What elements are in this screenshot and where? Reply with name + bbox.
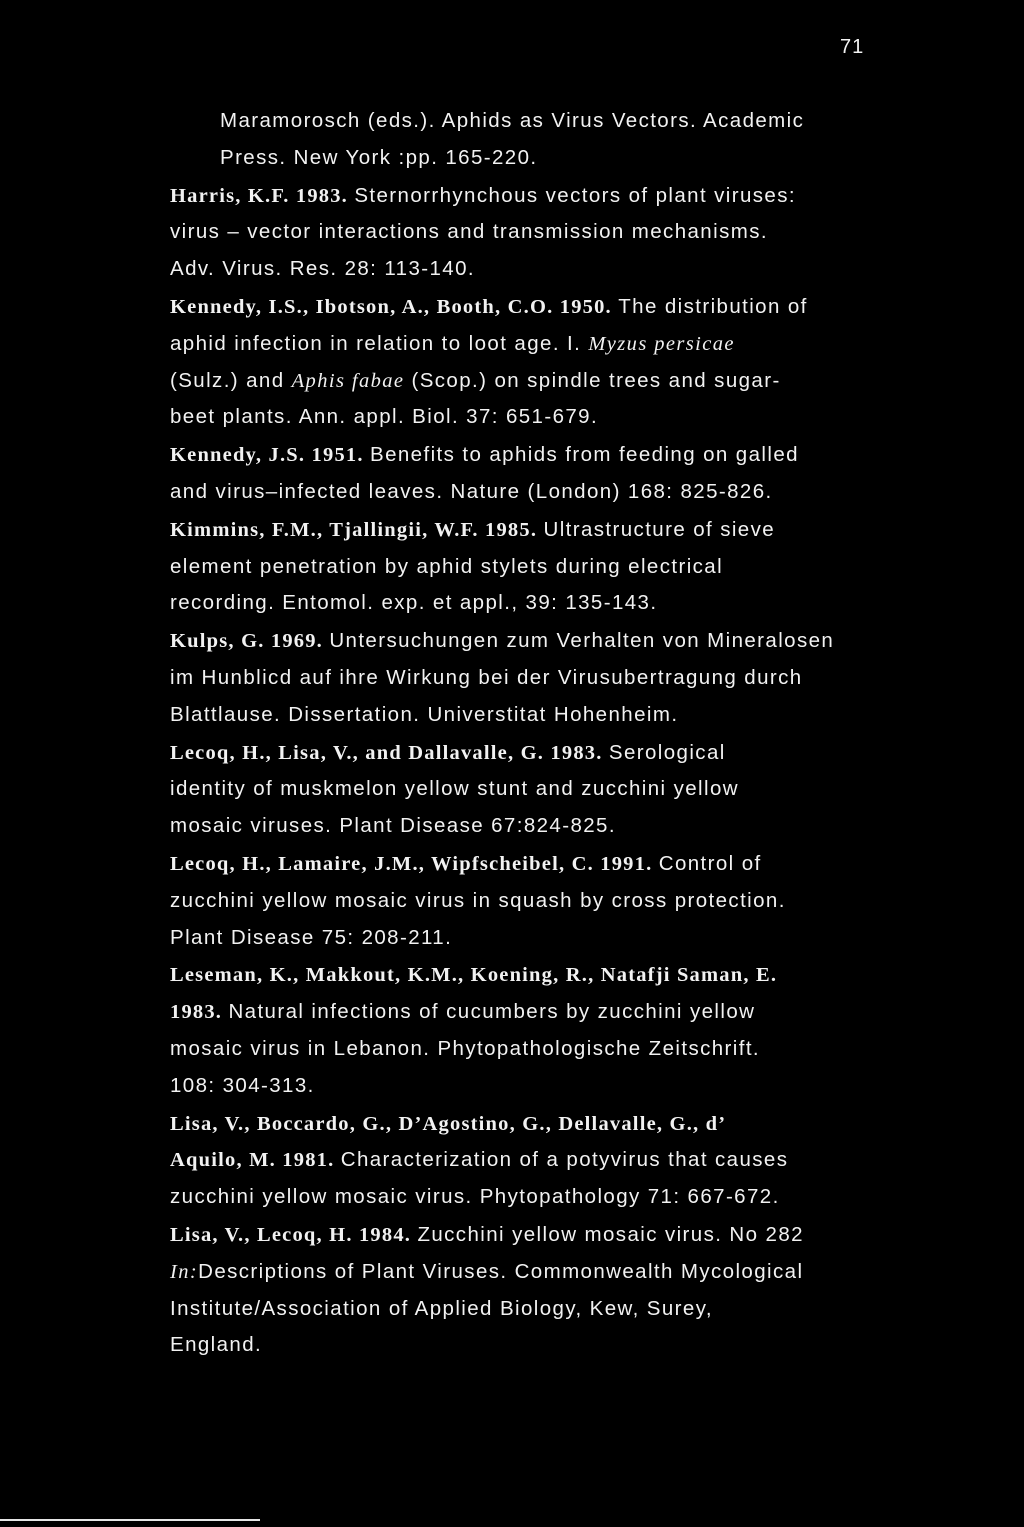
reference-authors: Harris, K.F. 1983.	[170, 184, 355, 207]
reference-text: Benefits to aphids from feeding on galled	[370, 443, 799, 467]
reference-text: Control of	[658, 851, 762, 875]
reference-line	[170, 660, 870, 697]
reference-text: Characterization of a potyvirus that causes	[340, 1148, 789, 1172]
reference-line	[170, 289, 870, 326]
reference-line	[170, 1291, 870, 1328]
reference-entry	[170, 437, 870, 511]
reference-line	[170, 585, 870, 622]
reference-text: mosaic viruses. Plant Disease 67:824-825.	[170, 814, 616, 838]
reference-text: England.	[170, 1333, 263, 1357]
reference-text: (Scop.) on spindle trees and sugar-	[404, 368, 781, 392]
reference-line	[170, 1031, 870, 1068]
reference-text: Maramorosch (eds.). Aphids as Virus Vectors. Academic	[220, 109, 805, 132]
reference-italic-text: Myzus persicae	[588, 332, 735, 355]
reference-entry	[170, 1106, 870, 1216]
reference-authors: Kennedy, I.S., Ibotson, A., Booth, C.O. 1950.	[170, 295, 619, 318]
reference-authors: Leseman, K., Makkout, K.M., Koening, R., Natafji Saman, E.	[170, 964, 778, 987]
reference-entry	[170, 178, 870, 288]
reference-italic-text: In:	[170, 1260, 199, 1283]
reference-line	[170, 437, 870, 474]
reference-text: identity of muskmelon yellow stunt and zucchini yellow	[170, 777, 739, 801]
reference-text: and virus–infected leaves. Nature (London) 168: 825-826.	[170, 479, 773, 503]
reference-authors: Kimmins, F.M., Tjallingii, W.F. 1985.	[170, 518, 544, 541]
reference-line	[170, 1254, 870, 1291]
reference-authors: Lecoq, H., Lamaire, J.M., Wipfscheibel, C. 1991.	[170, 852, 659, 875]
reference-text: zucchini yellow mosaic virus in squash by cross protection.	[170, 888, 786, 912]
reference-line	[170, 920, 870, 957]
reference-text: Descriptions of Plant Viruses. Commonwealth Mycological	[198, 1259, 804, 1283]
reference-line	[170, 735, 870, 772]
reference-text: virus – vector interactions and transmission mechanisms.	[170, 220, 768, 244]
reference-line	[170, 1327, 870, 1364]
reference-line	[170, 883, 870, 920]
reference-line	[170, 214, 870, 251]
reference-text: recording. Entomol. exp. et appl., 39: 135-143.	[170, 591, 658, 615]
reference-line	[170, 697, 870, 734]
reference-entry	[170, 735, 870, 845]
reference-text: im Hunblicd auf ihre Wirkung bei der Virusubertragung durch	[170, 665, 803, 689]
reference-entry	[170, 103, 870, 177]
reference-text: (Sulz.) and	[170, 368, 292, 392]
reference-line	[170, 1142, 870, 1179]
reference-line	[170, 771, 870, 808]
reference-text: Serological	[608, 740, 726, 764]
reference-line	[170, 623, 870, 660]
reference-entry	[170, 289, 870, 436]
reference-authors: Lisa, V., Boccardo, G., D’Agostino, G., Dellavalle, G., d’	[170, 1112, 727, 1135]
reference-line	[170, 1217, 870, 1254]
reference-entry	[170, 1217, 870, 1364]
reference-text: Ultrastructure of sieve	[543, 517, 776, 541]
reference-line	[170, 474, 870, 511]
reference-line	[170, 251, 870, 288]
reference-line	[220, 103, 870, 140]
reference-authors: 1983.	[170, 1001, 229, 1024]
reference-text: Sternorrhynchous vectors of plant viruses:	[354, 183, 796, 207]
reference-authors: Kulps, G. 1969.	[170, 630, 330, 653]
reference-line	[170, 178, 870, 215]
reference-text: Zucchini yellow mosaic virus. No 282	[417, 1222, 804, 1246]
reference-entry	[170, 512, 870, 622]
reference-text: mosaic virus in Lebanon. Phytopathologische Zeitschrift.	[170, 1036, 761, 1060]
footer-rule	[0, 1519, 260, 1521]
reference-text: Plant Disease 75: 208-211.	[170, 925, 453, 949]
reference-line	[170, 808, 870, 845]
reference-line	[170, 957, 870, 994]
reference-italic-text: Aphis fabae	[291, 369, 405, 392]
page-number: 71	[840, 36, 865, 58]
reference-text: Press. New York :pp. 165-220.	[220, 145, 538, 169]
reference-line	[220, 140, 870, 177]
reference-entry	[170, 623, 870, 733]
reference-list	[170, 103, 870, 1365]
reference-line	[170, 994, 870, 1031]
reference-entry	[170, 846, 870, 956]
reference-line	[170, 512, 870, 549]
reference-text: element penetration by aphid stylets during electrical	[170, 554, 724, 578]
reference-line	[170, 1106, 870, 1143]
reference-text: Blattlause. Dissertation. Universtitat Hohenheim.	[170, 702, 679, 726]
reference-entry	[170, 957, 870, 1104]
reference-text: The distribution of	[618, 294, 808, 318]
reference-line	[170, 549, 870, 586]
reference-text: beet plants. Ann. appl. Biol. 37: 651-679.	[170, 405, 599, 429]
reference-text: Natural infections of cucumbers by zucchini yellow	[228, 1000, 756, 1024]
reference-authors: Aquilo, M. 1981.	[170, 1149, 341, 1172]
reference-text: Adv. Virus. Res. 28: 113-140.	[170, 257, 475, 281]
reference-authors: Lecoq, H., Lisa, V., and Dallavalle, G. 1983.	[170, 741, 609, 764]
reference-text: zucchini yellow mosaic virus. Phytopathology 71: 667-672.	[170, 1185, 780, 1209]
reference-text: Untersuchungen zum Verhalten von Mineralosen	[329, 629, 835, 653]
reference-line	[170, 1068, 870, 1105]
reference-text: Institute/Association of Applied Biology, Kew, Surey,	[170, 1296, 713, 1320]
reference-line	[170, 399, 870, 436]
reference-authors: Kennedy, J.S. 1951.	[170, 444, 370, 467]
reference-line	[170, 363, 870, 400]
reference-line	[170, 846, 870, 883]
reference-authors: Lisa, V., Lecoq, H. 1984.	[170, 1223, 418, 1246]
reference-line	[170, 1179, 870, 1216]
reference-text: 108: 304-313.	[170, 1073, 315, 1097]
reference-line	[170, 326, 870, 363]
reference-text: aphid infection in relation to loot age. I.	[170, 331, 589, 355]
